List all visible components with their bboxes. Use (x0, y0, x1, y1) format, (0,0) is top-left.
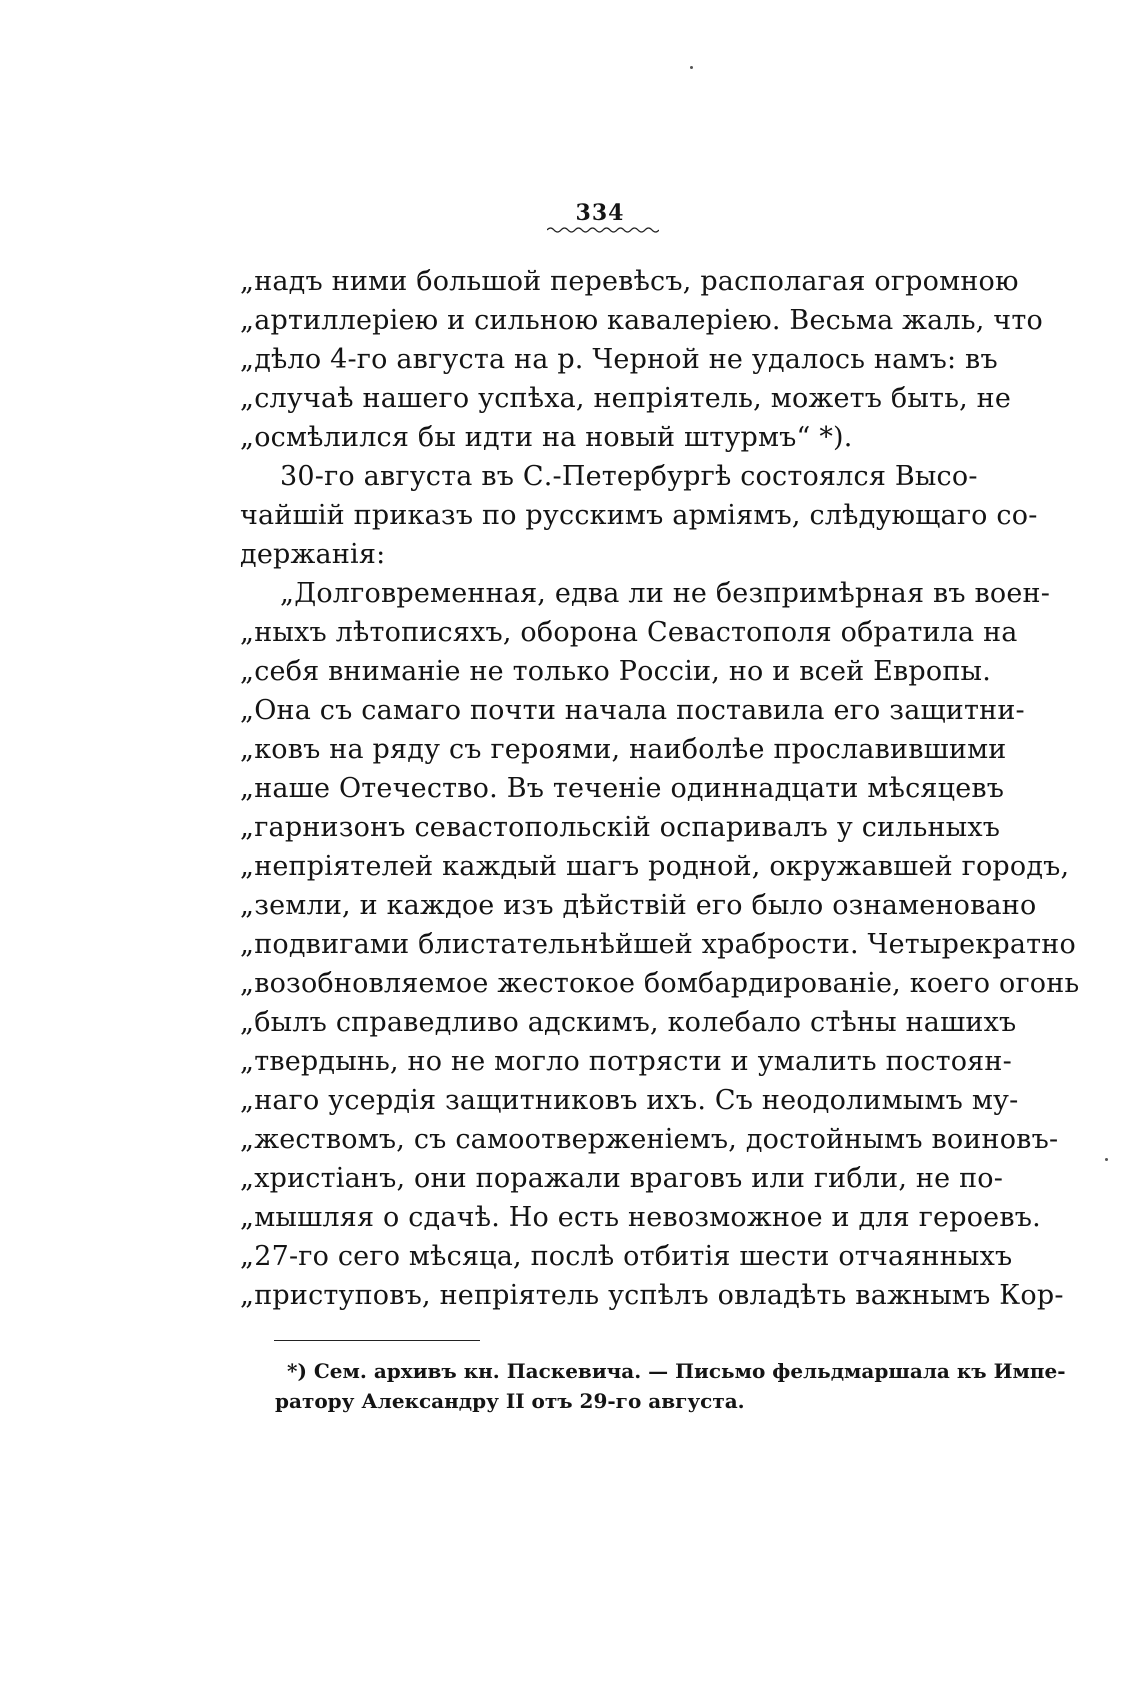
text-line: „осмѣлился бы идти на новый штурмъ“ *). (240, 422, 853, 453)
footnote-line: *) Сем. архивъ кн. Паскевича. — Письмо фельдмаршала къ Импе- (287, 1359, 1066, 1383)
text-line: „былъ справедливо адскимъ, колебало стѣны нашихъ (240, 1007, 1017, 1038)
text-line: „земли, и каждое изъ дѣйствій его было ознаменовано (240, 890, 1037, 921)
text-line: „наше Отечество. Въ теченіе одиннадцати мѣсяцевъ (240, 773, 1005, 804)
text-line: 30-го августа въ С.-Петербургѣ состоялся Высо- (280, 461, 978, 492)
text-line: „Она съ самаго почти начала поставила его защитни- (240, 695, 1025, 726)
text-line: „подвигами блистательнѣйшей храбрости. Четырекратно (240, 929, 1076, 960)
text-line: „себя вниманіе не только Россіи, но и всей Европы. (240, 656, 992, 687)
text-line: держанія: (240, 539, 386, 570)
text-line: „случаѣ нашего успѣха, непріятель, можетъ быть, не (240, 383, 1012, 414)
scan-speck (1105, 1158, 1108, 1161)
text-line: „ковъ на ряду съ героями, наиболѣе прославившими (240, 734, 1007, 765)
page-number-wavy-rule (547, 226, 659, 234)
text-line: „надъ ними большой перевѣсъ, располагая огромною (240, 266, 1019, 297)
text-line: „наго усердія защитниковъ ихъ. Съ неодолимымъ му- (240, 1085, 1019, 1116)
footnote-line: ратору Александру II отъ 29-го августа. (275, 1389, 745, 1413)
text-line: „возобновляемое жестокое бомбардированіе, коего огонь (240, 968, 1080, 999)
text-line: „Долговременная, едва ли не безпримѣрная въ воен- (280, 578, 1051, 609)
text-line: „непріятелей каждый шагъ родной, окружавшей городъ, (240, 851, 1070, 882)
text-line: „артиллеріею и сильною кавалеріею. Весьма жаль, что (240, 305, 1043, 336)
footnote-divider (274, 1340, 480, 1341)
text-line: чайшій приказъ по русскимъ арміямъ, слѣдующаго со- (240, 500, 1038, 531)
scan-speck (690, 66, 693, 69)
body-text (240, 262, 1080, 1315)
text-line: „дѣло 4-го августа на р. Черной не удалось намъ: въ (240, 344, 998, 375)
text-line: „мышляя о сдачѣ. Но есть невозможное и для героевъ. (240, 1202, 1041, 1233)
text-line: „27-го сего мѣсяца, послѣ отбитія шести отчаянныхъ (240, 1241, 1013, 1272)
text-line: „христіанъ, они поражали враговъ или гибли, не по- (240, 1163, 1004, 1194)
text-line: „приступовъ, непріятель успѣлъ овладѣть важнымъ Кор- (240, 1280, 1064, 1311)
text-line: „жествомъ, съ самоотверженіемъ, достойнымъ воиновъ- (240, 1124, 1059, 1155)
page-number: 334 (575, 200, 625, 226)
text-line: „ныхъ лѣтописяхъ, оборона Севастополя обратила на (240, 617, 1018, 648)
footnote (275, 1356, 1066, 1416)
text-line: „твердынь, но не могло потрясти и умалить постоян- (240, 1046, 1012, 1077)
text-line: „гарнизонъ севастопольскій оспаривалъ у сильныхъ (240, 812, 1001, 843)
